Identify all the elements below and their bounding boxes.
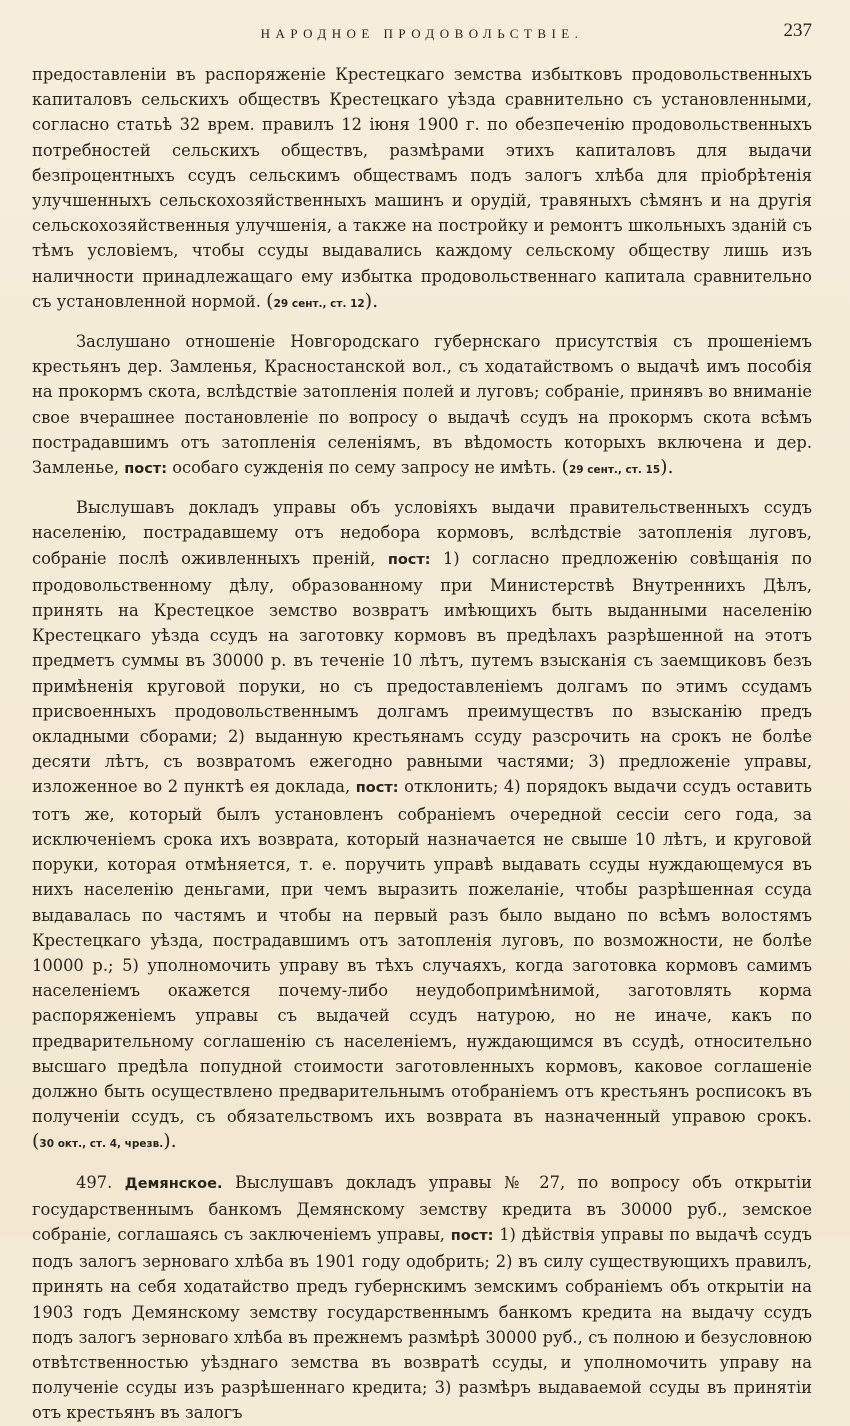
paragraph-4-text-after: 1) дѣйствія управы по выдачѣ ссудъ подъ залогъ зерноваго хлѣба въ 1901 году одобрить; 2) въ силу существующихъ правилъ, принять на себя ходатайство предъ губернскимъ земскимъ собраніемъ объ открытіи на 1903 годъ Демянскому земству государственнымъ банкомъ кредита на выдачу ссудъ подъ залогъ зерноваго хлѣба въ прежнемъ размѣрѣ 30000 руб., съ полною и безусловною отвѣтственностью уѣзднаго земства въ возвратѣ ссуды, и уполномочить управу на полученіе ссуды изъ разрѣшеннаго кредита; 3) размѣръ выдаваемой ссуды въ принятіи отъ крестьянъ въ залогъ [32, 1224, 812, 1423]
paragraph-2: Заслушано отношеніе Новгородскаго губернскаго присутствія съ прошеніемъ крестьянъ дер. Замленья, Красностанской вол., съ ходатайствомъ о выдачѣ имъ пособія на прокормъ скота, вслѣдствіе затопленія полей и луговъ; собраніе, принявъ во вниманіе свое вчерашнее постановленіе по вопросу о выдачѣ ссудъ на прокормъ скота всѣмъ пострадавшимъ отъ затопленія селеніямъ, въ вѣдомость которыхъ включена и дер. Замленье, пост: особаго сужденія по сему запросу не имѣть. (29 сент., ст. 15). [32, 332, 812, 479]
resolution-marker: пост: [387, 551, 431, 568]
resolution-marker: пост: [355, 780, 399, 797]
running-title: НАРОДНОЕ ПРОДОВОЛЬСТВІЕ. [260, 26, 584, 41]
paragraph-4 [32, 1170, 812, 1426]
section-place: Демянское. [124, 1175, 223, 1192]
resolution-marker: пост: [124, 461, 167, 478]
paragraph-1-reference: 29 сент., ст. 12 [273, 297, 365, 310]
paragraph-2-text-before: Заслушано отношеніе Новгородскаго губернскаго присутствія съ прошеніемъ крестьянъ дер. Замленья, Красностанской вол., съ ходатайствомъ о выдачѣ имъ пособія на прокормъ скота, вслѣдствіе затопленія полей и луговъ; собраніе, принявъ во вниманіе свое вчерашнее постановленіе по вопросу о выдачѣ ссудъ на прокормъ скота всѣмъ пострадавшимъ отъ затопленія селеніямъ, въ вѣдомость которыхъ включена и дер. Замленье, [32, 332, 812, 478]
paragraph-3-text-middle: 1) согласно предложенію совѣщанія по продовольственному дѣлу, образованному при Министерствѣ Внутреннихъ Дѣлъ, принять на Крестецкое земство возвратъ имѣющихъ быть выданными населенію Крестецкаго уѣзда ссудъ на заготовку кормовъ въ предѣлахъ разрѣшенной на этотъ предметъ суммы въ 30000 р. въ теченіе 10 лѣтъ, путемъ взысканія съ заемщиковъ безъ примѣненія круговой поруки, но съ предоставленіемъ долгамъ по этимъ ссудамъ присвоенныхъ продовольственнымъ долгамъ преимуществъ по взысканію предъ окладными сборами; 2) выданную крестьянамъ ссуду разсрочить на срокъ не болѣе десяти лѣтъ, съ возвратомъ ежегодно равными частями; 3) предложеніе управы, изложенное во 2 пунктѣ ея доклада, [32, 548, 812, 797]
paragraph-2-text-after: особаго сужденія по сему запросу не имѣть. [172, 458, 557, 478]
body-text [32, 62, 812, 1426]
page-number: 237 [783, 20, 812, 41]
paragraph-1: предоставленіи въ распоряженіе Крестецкаго земства избытковъ продовольственныхъ капиталовъ сельскихъ обществъ Крестецкаго уѣзда сравнительно съ установленными, согласно статьѣ 32 врем. правилъ 12 іюня 1900 г. по обезпеченію продовольственныхъ потребностей сельскихъ обществъ, размѣрами этихъ капиталовъ для выдачи безпроцентныхъ ссудъ сельскимъ обществамъ подъ залогъ хлѣба для пріобрѣтенія улучшенныхъ сельскохозяйственныхъ машинъ и орудій, травяныхъ сѣмянъ и на другія сельскохозяйственныя улучшенія, а также на постройку и ремонтъ школьныхъ зданій съ тѣмъ условіемъ, чтобы ссуды выдавались каждому сельскому обществу лишь изъ наличности принадлежащаго ему избытка продовольственнаго капитала сравнительно съ установленной нормой. (29 сент., ст. 12). [32, 65, 812, 312]
paragraph-3: Выслушавъ докладъ управы объ условіяхъ выдачи правительственныхъ ссудъ населенію, пострадавшему отъ недобора кормовъ, вслѣдствіе затопленія луговъ, собраніе послѣ оживленныхъ преній, пост: 1) согласно предложенію совѣщанія по продовольственному дѣлу, образованному при Министерствѣ Внутреннихъ Дѣлъ, принять на Крестецкое земство возвратъ имѣющихъ быть выданными населенію Крестецкаго уѣзда ссудъ на заготовку кормовъ въ предѣлахъ разрѣшенной на этотъ предметъ суммы въ 30000 р. въ теченіе 10 лѣтъ, путемъ взысканія съ заемщиковъ безъ примѣненія круговой поруки, но съ предоставленіемъ долгамъ по этимъ ссудамъ присвоенныхъ продовольственнымъ долгамъ преимуществъ по взысканію предъ окладными сборами; 2) выданную крестьянамъ ссуду разсрочить на срокъ не болѣе десяти лѣтъ, съ возвратомъ ежегодно равными частями; 3) предложеніе управы, изложенное во 2 пунктѣ ея доклада, пост: отклонить; 4) порядокъ выдачи ссудъ оставить тотъ же, который былъ установленъ собраніемъ очередной сессіи сего года, за исключеніемъ срока ихъ возврата, который назначается не свыше 10 лѣтъ, и круговой поруки, которая отмѣняется, т. е. поручить управѣ выдавать ссуды нуждающемуся въ нихъ населенію деньгами, при чемъ выразить пожеланіе, чтобы разрѣшенная ссуда выдавалась по частямъ и чтобы на первый разъ было выдано по всѣмъ волостямъ Крестецкаго уѣзда, пострадавшимъ отъ затопленія луговъ, по возможности, не болѣе 10000 р.; 5) уполномочить управу въ тѣхъ случаяхъ, когда заготовка кормовъ самимъ населеніемъ окажется почему-либо неудобопримѣнимой, заготовлять корма распоряженіемъ управы съ выдачей ссудъ натурою, но не иначе, какъ по предварительному соглашенію съ населеніемъ, нуждающимся въ ссудѣ, относительно высшаго предѣла попудной стоимости заготовленныхъ кормовъ, каковое соглашеніе должно быть осуществлено предварительнымъ отобраніемъ отъ крестьянъ росписокъ въ полученіи ссудъ, съ обязательствомъ ихъ возврата въ назначенный управою срокъ. (30 окт., ст. 4, чрезв.). [32, 498, 812, 1153]
section-number: 497. [76, 1172, 113, 1192]
paragraph-2-reference: 29 сент., ст. 15 [568, 464, 661, 477]
page-header [32, 16, 812, 56]
paragraph-3-reference: 30 окт., ст. 4, чрезв. [39, 1138, 164, 1151]
paragraph-4-text-before: Выслушавъ докладъ управы № 27, по вопросу объ открытіи государственнымъ банкомъ Демянскому земству кредита въ 30000 руб., земское собраніе, соглашаясь съ заключеніемъ управы, [32, 1172, 812, 1244]
paragraph-3-text-after: отклонить; 4) порядокъ выдачи ссудъ оставить тотъ же, который былъ установленъ собраніемъ очередной сессіи сего года, за исключеніемъ срока ихъ возврата, который назначается не свыше 10 лѣтъ, и круговой поруки, которая отмѣняется, т. е. поручить управѣ выдавать ссуды нуждающемуся въ нихъ населенію деньгами, при чемъ выразить пожеланіе, чтобы разрѣшенная ссуда выдавалась по частямъ и чтобы на первый разъ было выдано по всѣмъ волостямъ Крестецкаго уѣзда, пострадавшимъ отъ затопленія луговъ, по возможности, не болѣе 10000 р.; 5) уполномочить управу въ тѣхъ случаяхъ, когда заготовка кормовъ самимъ населеніемъ окажется почему-либо неудобопримѣнимой, заготовлять корма распоряженіемъ управы съ выдачей ссудъ натурою, но не иначе, какъ по предварительному соглашенію съ населеніемъ, нуждающимся въ ссудѣ, относительно высшаго предѣла попудной стоимости заготовленныхъ кормовъ, каковое соглашеніе должно быть осуществлено предварительнымъ отобраніемъ отъ крестьянъ росписокъ въ полученіи ссудъ, съ обязательствомъ ихъ возврата въ назначенный управою срокъ. [32, 777, 812, 1127]
paragraph-1-text: предоставленіи въ распоряженіе Крестецкаго земства избытковъ продовольственныхъ капиталовъ сельскихъ обществъ Крестецкаго уѣзда сравнительно съ установленными, согласно статьѣ 32 врем. правилъ 12 іюня 1900 г. по обезпеченію продовольственныхъ потребностей сельскихъ обществъ, размѣрами этихъ капиталовъ для выдачи безпроцентныхъ ссудъ сельскимъ обществамъ подъ залогъ хлѣба для пріобрѣтенія улучшенныхъ сельскохозяйственныхъ машинъ и орудій, травяныхъ сѣмянъ и на другія сельскохозяйственныя улучшенія, а также на постройку и ремонтъ школьныхъ зданій съ тѣмъ условіемъ, чтобы ссуды выдавались каждому сельскому обществу лишь изъ наличности принадлежащаго ему избытка продовольственнаго капитала сравнительно съ установленной нормой. [32, 65, 812, 311]
paragraph-3-text-before: Выслушавъ докладъ управы объ условіяхъ выдачи правительственныхъ ссудъ населенію, пострадавшему отъ недобора кормовъ, вслѣдствіе затопленія луговъ, собраніе послѣ оживленныхъ преній, [32, 498, 812, 568]
resolution-marker: пост: [450, 1227, 494, 1244]
